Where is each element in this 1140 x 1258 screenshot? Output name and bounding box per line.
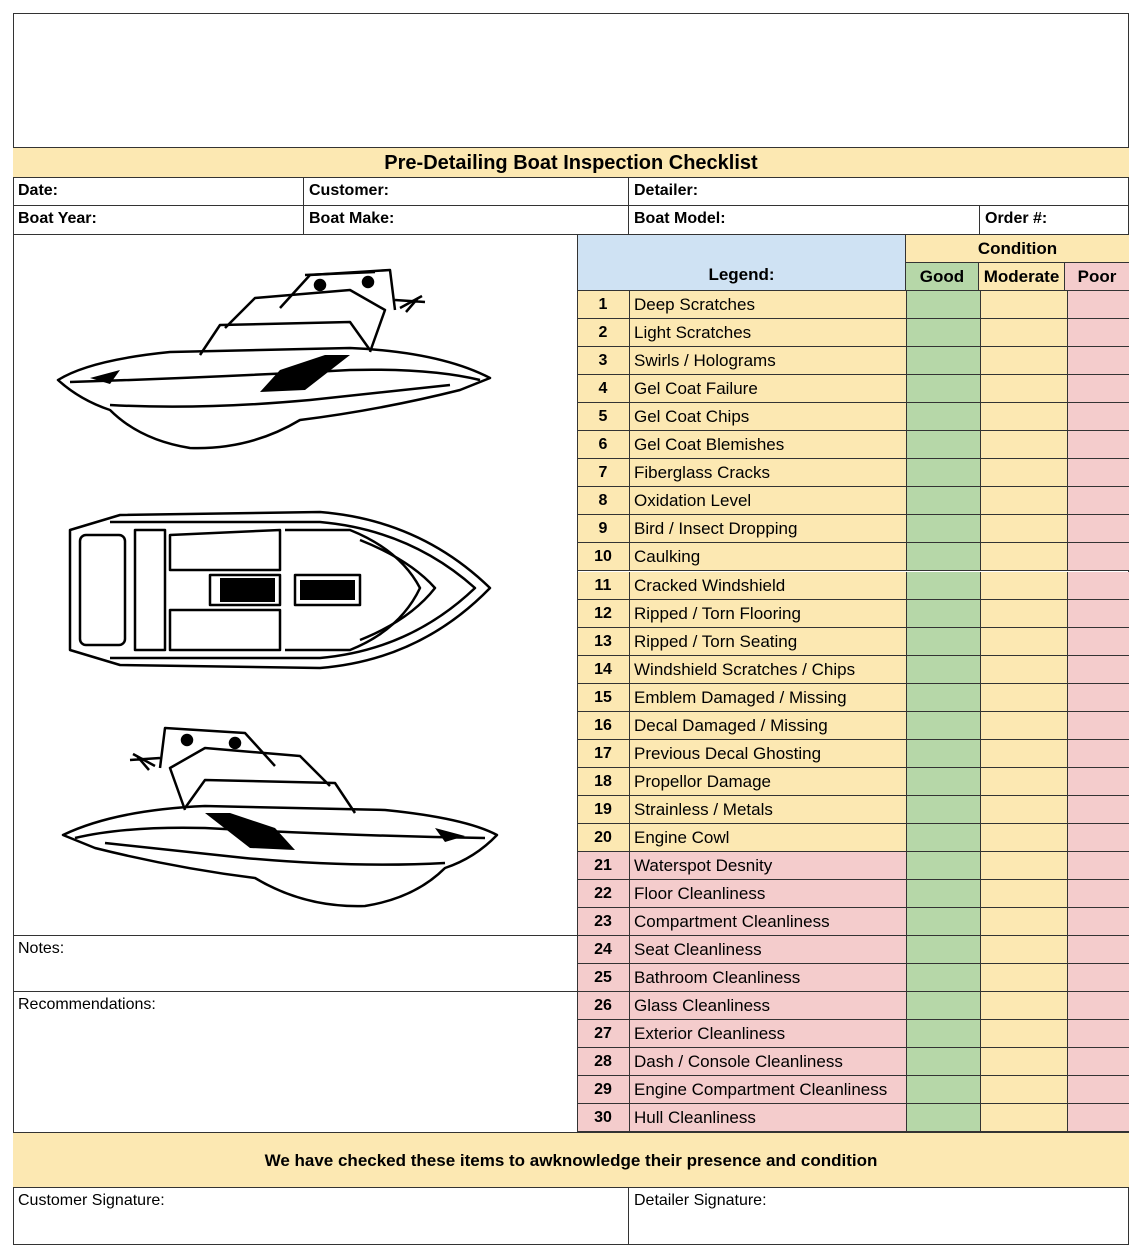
moderate-checkbox-cell[interactable]	[981, 1020, 1068, 1047]
detailer-signature-field[interactable]	[629, 1188, 1129, 1245]
moderate-checkbox-cell[interactable]	[981, 347, 1068, 374]
moderate-checkbox-cell[interactable]	[981, 487, 1068, 514]
item-number: 10	[577, 543, 630, 570]
moderate-checkbox-cell[interactable]	[981, 992, 1068, 1019]
good-checkbox-cell[interactable]	[907, 459, 981, 486]
moderate-checkbox-cell[interactable]	[981, 880, 1068, 907]
item-number: 26	[577, 992, 630, 1019]
item-number: 20	[577, 824, 630, 851]
checklist-row	[577, 712, 1129, 740]
item-number: 24	[577, 936, 630, 963]
item-number: 5	[577, 403, 630, 430]
item-number: 6	[577, 431, 630, 458]
good-checkbox-cell[interactable]	[907, 852, 981, 879]
good-checkbox-cell[interactable]	[907, 291, 981, 318]
good-checkbox-cell[interactable]	[907, 684, 981, 711]
good-checkbox-cell[interactable]	[907, 992, 981, 1019]
form-title: Pre-Detailing Boat Inspection Checklist	[13, 147, 1129, 178]
item-label: Ripped / Torn Flooring	[630, 600, 907, 627]
detailer-signature-label: Detailer Signature:	[634, 1192, 767, 1209]
poor-checkbox-cell[interactable]	[1068, 487, 1129, 514]
customer-label: Customer:	[309, 182, 390, 199]
moderate-checkbox-cell[interactable]	[981, 403, 1068, 430]
item-number: 29	[577, 1076, 630, 1103]
checklist-row	[577, 1020, 1129, 1048]
poor-checkbox-cell[interactable]	[1068, 1020, 1129, 1047]
poor-checkbox-cell[interactable]	[1068, 543, 1129, 570]
moderate-checkbox-cell[interactable]	[981, 656, 1068, 683]
moderate-checkbox-cell[interactable]	[981, 1048, 1068, 1075]
item-number: 22	[577, 880, 630, 907]
checklist-row	[577, 543, 1129, 571]
good-checkbox-cell[interactable]	[907, 628, 981, 655]
moderate-checkbox-cell[interactable]	[981, 852, 1068, 879]
moderate-checkbox-cell[interactable]	[981, 572, 1068, 599]
good-checkbox-cell[interactable]	[907, 347, 981, 374]
moderate-checkbox-cell[interactable]	[981, 543, 1068, 570]
item-number: 12	[577, 600, 630, 627]
checklist-row	[577, 880, 1129, 908]
poor-checkbox-cell[interactable]	[1068, 291, 1129, 318]
item-label: Bird / Insect Dropping	[630, 515, 907, 542]
item-label: Ripped / Torn Seating	[630, 628, 907, 655]
checklist-row	[577, 964, 1129, 992]
boat-year-label: Boat Year:	[18, 210, 97, 227]
item-label: Propellor Damage	[630, 768, 907, 795]
good-checkbox-cell[interactable]	[907, 572, 981, 599]
poor-checkbox-cell[interactable]	[1068, 403, 1129, 430]
checklist-row	[577, 684, 1129, 712]
checklist-row	[577, 291, 1129, 319]
checklist-row	[577, 600, 1129, 628]
customer-signature-label: Customer Signature:	[18, 1192, 165, 1209]
date-field[interactable]	[13, 178, 304, 206]
item-label: Fiberglass Cracks	[630, 459, 907, 486]
item-label: Previous Decal Ghosting	[630, 740, 907, 767]
poor-checkbox-cell[interactable]	[1068, 572, 1129, 599]
good-checkbox-cell[interactable]	[907, 908, 981, 935]
moderate-checkbox-cell[interactable]	[981, 796, 1068, 823]
moderate-checkbox-cell[interactable]	[981, 515, 1068, 542]
item-number: 3	[577, 347, 630, 374]
poor-checkbox-cell[interactable]	[1068, 712, 1129, 739]
checklist-row	[577, 936, 1129, 964]
poor-checkbox-cell[interactable]	[1068, 1104, 1129, 1131]
good-checkbox-cell[interactable]	[907, 796, 981, 823]
poor-column-header: Poor	[1065, 263, 1129, 291]
moderate-checkbox-cell[interactable]	[981, 431, 1068, 458]
poor-checkbox-cell[interactable]	[1068, 459, 1129, 486]
boat-make-label: Boat Make:	[309, 210, 395, 227]
notes-label: Notes:	[18, 940, 65, 957]
poor-checkbox-cell[interactable]	[1068, 936, 1129, 963]
moderate-checkbox-cell[interactable]	[981, 684, 1068, 711]
notes-field[interactable]	[13, 936, 577, 991]
legend-header: Legend:	[577, 235, 906, 291]
moderate-checkbox-cell[interactable]	[981, 600, 1068, 627]
good-checkbox-cell[interactable]	[907, 431, 981, 458]
moderate-checkbox-cell[interactable]	[981, 1076, 1068, 1103]
moderate-checkbox-cell[interactable]	[981, 768, 1068, 795]
checklist-row	[577, 796, 1129, 824]
checklist-row	[577, 628, 1129, 656]
poor-checkbox-cell[interactable]	[1068, 600, 1129, 627]
item-number: 16	[577, 712, 630, 739]
poor-checkbox-cell[interactable]	[1068, 628, 1129, 655]
good-checkbox-cell[interactable]	[907, 824, 981, 851]
recommendations-label: Recommendations:	[18, 996, 156, 1013]
customer-signature-field[interactable]	[13, 1188, 629, 1245]
moderate-checkbox-cell[interactable]	[981, 964, 1068, 991]
item-label: Engine Compartment Cleanliness	[630, 1076, 907, 1103]
item-number: 19	[577, 796, 630, 823]
detailer-label: Detailer:	[634, 182, 699, 199]
poor-checkbox-cell[interactable]	[1068, 768, 1129, 795]
checklist-row	[577, 852, 1129, 880]
item-number: 2	[577, 319, 630, 346]
moderate-checkbox-cell[interactable]	[981, 1104, 1068, 1131]
checklist-row	[577, 908, 1129, 936]
item-label: Decal Damaged / Missing	[630, 712, 907, 739]
moderate-checkbox-cell[interactable]	[981, 908, 1068, 935]
checklist-row	[577, 431, 1129, 459]
poor-checkbox-cell[interactable]	[1068, 684, 1129, 711]
item-number: 8	[577, 487, 630, 514]
item-label: Exterior Cleanliness	[630, 1020, 907, 1047]
item-label: Caulking	[630, 543, 907, 570]
good-checkbox-cell[interactable]	[907, 515, 981, 542]
checklist-row	[577, 740, 1129, 768]
good-checkbox-cell[interactable]	[907, 1048, 981, 1075]
poor-checkbox-cell[interactable]	[1068, 964, 1129, 991]
boat-model-field[interactable]	[629, 206, 980, 235]
poor-checkbox-cell[interactable]	[1068, 992, 1129, 1019]
poor-checkbox-cell[interactable]	[1068, 431, 1129, 458]
customer-field[interactable]	[304, 178, 629, 206]
moderate-checkbox-cell[interactable]	[981, 628, 1068, 655]
boat-model-label: Boat Model:	[634, 210, 726, 227]
item-label: Glass Cleanliness	[630, 992, 907, 1019]
item-label: Windshield Scratches / Chips	[630, 656, 907, 683]
good-checkbox-cell[interactable]	[907, 740, 981, 767]
recommendations-field[interactable]	[13, 992, 577, 1132]
item-label: Floor Cleanliness	[630, 880, 907, 907]
acknowledgement-text: We have checked these items to awknowledge their presence and condition	[13, 1132, 1129, 1188]
good-checkbox-cell[interactable]	[907, 1076, 981, 1103]
checklist-row	[577, 1076, 1129, 1104]
good-checkbox-cell[interactable]	[907, 768, 981, 795]
moderate-checkbox-cell[interactable]	[981, 459, 1068, 486]
poor-checkbox-cell[interactable]	[1068, 908, 1129, 935]
poor-checkbox-cell[interactable]	[1068, 824, 1129, 851]
checklist-row	[577, 824, 1129, 852]
checklist-row	[577, 572, 1129, 600]
checklist-row	[577, 347, 1129, 375]
item-number: 15	[577, 684, 630, 711]
detailer-field[interactable]	[629, 178, 1129, 206]
moderate-column-header: Moderate	[979, 263, 1065, 291]
item-number: 17	[577, 740, 630, 767]
item-label: Hull Cleanliness	[630, 1104, 907, 1131]
good-column-header: Good	[906, 263, 979, 291]
order-field[interactable]	[980, 206, 1129, 235]
checklist-row	[577, 768, 1129, 796]
good-checkbox-cell[interactable]	[907, 600, 981, 627]
good-checkbox-cell[interactable]	[907, 1020, 981, 1047]
poor-checkbox-cell[interactable]	[1068, 796, 1129, 823]
poor-checkbox-cell[interactable]	[1068, 880, 1129, 907]
item-label: Gel Coat Chips	[630, 403, 907, 430]
checklist-row	[577, 319, 1129, 347]
item-label: Bathroom Cleanliness	[630, 964, 907, 991]
item-label: Dash / Console Cleanliness	[630, 1048, 907, 1075]
good-checkbox-cell[interactable]	[907, 880, 981, 907]
moderate-checkbox-cell[interactable]	[981, 319, 1068, 346]
condition-header: Condition	[906, 235, 1129, 263]
poor-checkbox-cell[interactable]	[1068, 1048, 1129, 1075]
item-number: 9	[577, 515, 630, 542]
item-label: Deep Scratches	[630, 291, 907, 318]
poor-checkbox-cell[interactable]	[1068, 515, 1129, 542]
item-number: 28	[577, 1048, 630, 1075]
good-checkbox-cell[interactable]	[907, 319, 981, 346]
item-number: 21	[577, 852, 630, 879]
item-label: Waterspot Desnity	[630, 852, 907, 879]
item-number: 14	[577, 656, 630, 683]
item-number: 25	[577, 964, 630, 991]
order-label: Order #:	[985, 210, 1048, 227]
good-checkbox-cell[interactable]	[907, 1104, 981, 1131]
item-number: 27	[577, 1020, 630, 1047]
boat-rear-side-view-illustration	[55, 720, 505, 920]
item-number: 7	[577, 459, 630, 486]
item-label: Light Scratches	[630, 319, 907, 346]
checklist-row	[577, 403, 1129, 431]
item-number: 30	[577, 1104, 630, 1131]
checklist-row	[577, 992, 1129, 1020]
poor-checkbox-cell[interactable]	[1068, 375, 1129, 402]
moderate-checkbox-cell[interactable]	[981, 712, 1068, 739]
checklist-row	[577, 656, 1129, 684]
item-label: Gel Coat Blemishes	[630, 431, 907, 458]
item-label: Engine Cowl	[630, 824, 907, 851]
poor-checkbox-cell[interactable]	[1068, 852, 1129, 879]
poor-checkbox-cell[interactable]	[1068, 347, 1129, 374]
item-label: Strainless / Metals	[630, 796, 907, 823]
good-checkbox-cell[interactable]	[907, 964, 981, 991]
item-label: Cracked Windshield	[630, 572, 907, 599]
poor-checkbox-cell[interactable]	[1068, 656, 1129, 683]
checklist-row	[577, 1104, 1129, 1132]
boat-make-field[interactable]	[304, 206, 629, 235]
checklist-row	[577, 375, 1129, 403]
checklist-row	[577, 515, 1129, 543]
boat-side-view-illustration	[50, 260, 500, 460]
item-number: 18	[577, 768, 630, 795]
good-checkbox-cell[interactable]	[907, 712, 981, 739]
item-label: Compartment Cleanliness	[630, 908, 907, 935]
moderate-checkbox-cell[interactable]	[981, 375, 1068, 402]
moderate-checkbox-cell[interactable]	[981, 936, 1068, 963]
item-number: 4	[577, 375, 630, 402]
good-checkbox-cell[interactable]	[907, 403, 981, 430]
item-label: Emblem Damaged / Missing	[630, 684, 907, 711]
boat-top-view-illustration	[60, 500, 500, 680]
checklist-row	[577, 487, 1129, 515]
good-checkbox-cell[interactable]	[907, 543, 981, 570]
boat-year-field[interactable]	[13, 206, 304, 235]
good-checkbox-cell[interactable]	[907, 487, 981, 514]
poor-checkbox-cell[interactable]	[1068, 319, 1129, 346]
item-number: 23	[577, 908, 630, 935]
moderate-checkbox-cell[interactable]	[981, 740, 1068, 767]
good-checkbox-cell[interactable]	[907, 936, 981, 963]
checklist-row	[577, 1048, 1129, 1076]
item-label: Gel Coat Failure	[630, 375, 907, 402]
item-number: 13	[577, 628, 630, 655]
moderate-checkbox-cell[interactable]	[981, 824, 1068, 851]
good-checkbox-cell[interactable]	[907, 656, 981, 683]
item-number: 11	[577, 572, 630, 599]
divider	[577, 235, 578, 1132]
item-label: Seat Cleanliness	[630, 936, 907, 963]
checklist-row	[577, 459, 1129, 487]
item-label: Oxidation Level	[630, 487, 907, 514]
date-label: Date:	[18, 182, 59, 199]
moderate-checkbox-cell[interactable]	[981, 291, 1068, 318]
poor-checkbox-cell[interactable]	[1068, 740, 1129, 767]
poor-checkbox-cell[interactable]	[1068, 1076, 1129, 1103]
item-label: Swirls / Holograms	[630, 347, 907, 374]
good-checkbox-cell[interactable]	[907, 375, 981, 402]
item-number: 1	[577, 291, 630, 318]
